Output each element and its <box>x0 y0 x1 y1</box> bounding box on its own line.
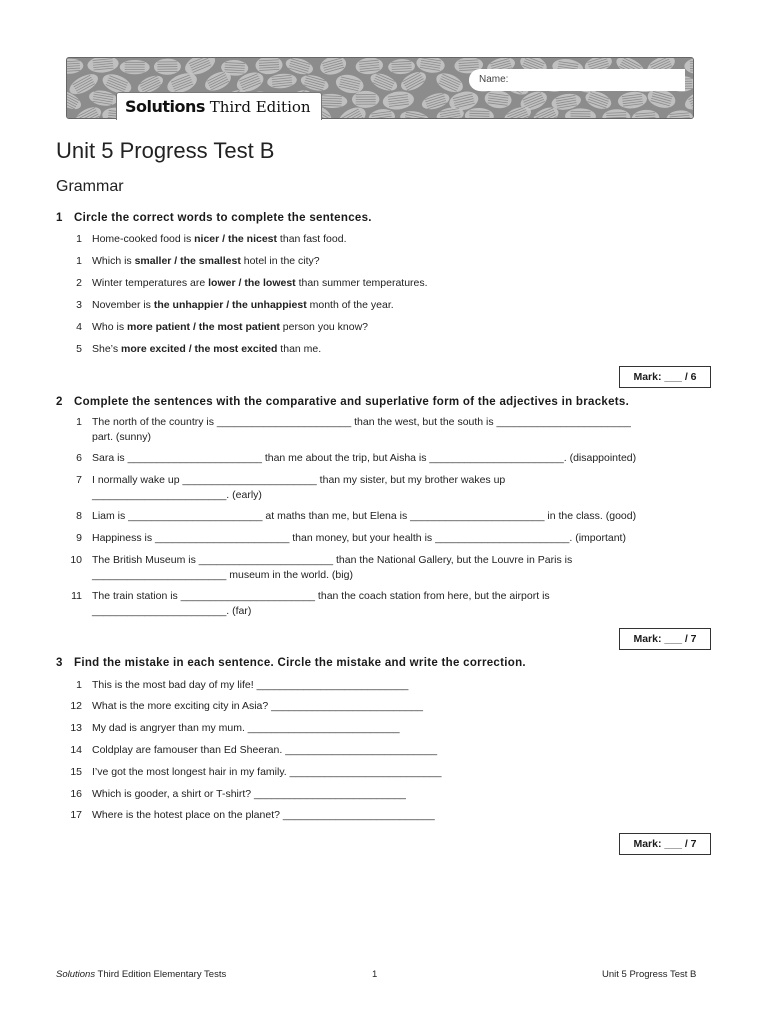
item-number: 17 <box>70 809 82 821</box>
brand-name: Solutions <box>125 97 205 116</box>
item-line-2: _______________________ museum in the world. (big) <box>92 569 353 581</box>
item-line-1: The British Museum is _______________________ than the National Gallery, but the Louvre in Paris is <box>92 554 573 566</box>
item-number: 7 <box>76 474 82 486</box>
question-2-heading <box>56 396 629 408</box>
question-number: 1 <box>56 212 63 224</box>
text-after: than me. <box>277 343 322 355</box>
item-number: 5 <box>76 343 82 355</box>
text-after: person you know? <box>279 321 369 333</box>
item-number: 6 <box>76 452 82 464</box>
word-choice: nicer / the nicest <box>194 233 278 245</box>
text-before: Home-cooked food is <box>92 233 195 245</box>
text-before: Winter temperatures are <box>92 277 209 289</box>
item-text <box>92 298 707 313</box>
item-line-1: Happiness is _______________________ than money, but your health is _______________________. (important) <box>92 532 626 544</box>
item-number: 3 <box>76 299 82 311</box>
item-text <box>92 473 707 503</box>
item-line-2: part. (sunny) <box>92 431 151 443</box>
item-number: 11 <box>71 590 82 602</box>
text-before: November is <box>92 299 154 311</box>
item-text: Coldplay are famouser than Ed Sheeran. __________________________ <box>92 744 438 756</box>
item-line-2: _______________________. (far) <box>92 605 252 617</box>
item-text <box>92 415 707 445</box>
item-number: 8 <box>76 510 82 522</box>
item-text: Which is gooder, a shirt or T-shirt? __________________________ <box>92 788 406 800</box>
item-number: 14 <box>70 744 82 756</box>
name-label: Name: <box>479 74 509 85</box>
text-after: than fast food. <box>277 233 347 245</box>
question-instruction: Complete the sentences with the comparative and superlative form of the adjectives in brackets. <box>74 396 630 408</box>
item-text <box>92 232 707 247</box>
text-after: than summer temperatures. <box>295 277 428 289</box>
item-number: 15 <box>70 766 82 778</box>
item-text <box>92 509 707 524</box>
text-after: hotel in the city? <box>240 255 320 267</box>
question-3-heading <box>56 657 526 669</box>
mark-box-3[interactable]: Mark: ___ / 7 <box>619 833 711 855</box>
word-choice: smaller / the smallest <box>134 255 241 267</box>
item-text <box>92 451 707 466</box>
word-choice: more patient / the most patient <box>127 321 280 333</box>
item-text <box>92 342 707 357</box>
question-instruction: Find the mistake in each sentence. Circle the mistake and write the correction. <box>74 657 526 669</box>
item-line-1: The train station is _______________________ than the coach station from here, but the airport is <box>92 590 550 602</box>
item-text: My dad is angryer than my mum. __________________________ <box>92 722 400 734</box>
item-number: 4 <box>76 321 82 333</box>
text-before: Which is <box>92 255 135 267</box>
item-number: 1 <box>76 255 82 267</box>
item-text <box>92 320 707 335</box>
item-number: 13 <box>70 722 82 734</box>
question-1-heading <box>56 212 372 224</box>
item-text: This is the most bad day of my life! __________________________ <box>92 679 409 691</box>
text-after: month of the year. <box>306 299 394 311</box>
item-text: What is the more exciting city in Asia? __________________________ <box>92 700 423 712</box>
item-number: 1 <box>76 679 82 691</box>
item-text <box>92 553 707 583</box>
word-choice: the unhappier / the unhappiest <box>153 299 307 311</box>
footer-page-number: 1 <box>372 969 378 980</box>
question-instruction: Circle the correct words to complete the sentences. <box>74 212 372 224</box>
item-text <box>92 589 707 619</box>
item-number: 1 <box>76 233 82 245</box>
item-line-1: I normally wake up _______________________ than my sister, but my brother wakes up <box>92 474 506 486</box>
question-number: 3 <box>56 657 63 669</box>
footer-left <box>56 969 226 980</box>
item-line-1: Liam is _______________________ at maths than me, but Elena is _______________________ in the class. (good) <box>92 510 637 522</box>
footer-series: Third Edition Elementary Tests <box>95 969 227 980</box>
item-number: 2 <box>76 277 82 289</box>
item-number: 10 <box>70 554 82 566</box>
item-line-1: The north of the country is _______________________ than the west, but the south is _______________________ <box>92 416 631 428</box>
brand-edition: Third Edition <box>204 98 311 116</box>
section-heading: Grammar <box>56 178 124 195</box>
item-line-2: _______________________. (early) <box>92 489 262 501</box>
page-title: Unit 5 Progress Test B <box>56 138 275 163</box>
question-number: 2 <box>56 396 63 408</box>
item-text <box>92 276 707 291</box>
mark-box-2[interactable]: Mark: ___ / 7 <box>619 628 711 650</box>
item-text <box>92 531 707 546</box>
footer-right: Unit 5 Progress Test B <box>602 969 697 980</box>
mark-box-1[interactable]: Mark: ___ / 6 <box>619 366 711 388</box>
item-number: 1 <box>76 416 82 428</box>
item-text: Where is the hotest place on the planet? __________________________ <box>92 809 435 821</box>
text-before: She’s <box>92 343 121 355</box>
item-text <box>92 254 707 269</box>
brand-logo <box>116 92 322 120</box>
text-before: Who is <box>92 321 128 333</box>
item-number: 12 <box>70 700 82 712</box>
footer-brand: Solutions <box>56 969 96 980</box>
item-number: 16 <box>70 788 82 800</box>
item-number: 9 <box>76 532 82 544</box>
name-field[interactable] <box>469 69 685 91</box>
item-text: I’ve got the most longest hair in my family. __________________________ <box>92 766 442 778</box>
item-line-1: Sara is _______________________ than me about the trip, but Aisha is _______________________. (disappointed) <box>92 452 637 464</box>
word-choice: lower / the lowest <box>208 277 296 289</box>
word-choice: more excited / the most excited <box>121 343 278 355</box>
